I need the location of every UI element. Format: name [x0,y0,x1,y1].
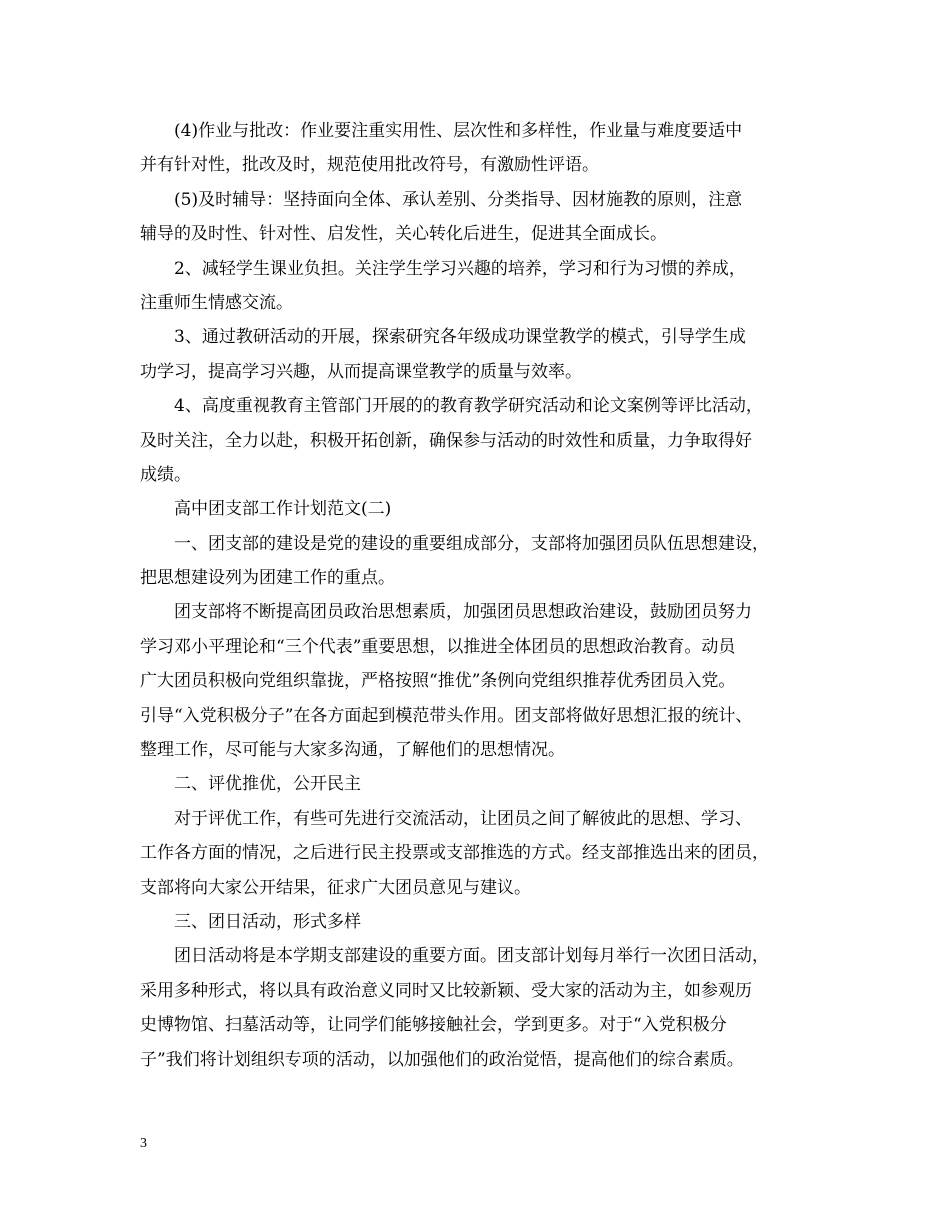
paragraph-line: 采用多种形式，将以具有政治意义同时又比较新颖、受大家的活动为主，如参观历 [140,980,752,1001]
paragraph-line: 引导“入党积极分子”在各方面起到模范带头作用。团支部将做好思想汇报的统计、 [140,705,753,726]
document-body [140,114,830,1077]
paragraph-line: 整理工作，尽可能与大家多沟通，了解他们的思想情况。 [140,740,565,761]
paragraph-line: 4、高度重视教育主管部门开展的的教育教学研究活动和论文案例等评比活动， [174,396,763,417]
section-heading: 二、评优推优，公开民主 [174,774,361,795]
paragraph-line: 3、通过教研活动的开展，探索研究各年级成功课堂教学的模式，引导学生成 [174,327,746,348]
paragraph-line: 功学习，提高学习兴趣，从而提高课堂教学的质量与效率。 [140,361,582,382]
paragraph-line: 成绩。 [140,464,191,485]
paragraph-line: 支部将向大家公开结果，征求广大团员意见与建议。 [140,877,531,898]
paragraph-line: 广大团员积极向党组织靠拢，严格按照“推优”条例向党组织推荐优秀团员入党。 [140,671,736,692]
paragraph-line: 一、团支部的建设是党的建设的重要组成部分，支部将加强团员队伍思想建设， [174,533,769,554]
paragraph-line: 并有针对性，批改及时，规范使用批改符号，有激励性评语。 [140,155,599,176]
paragraph-line: 工作各方面的情况，之后进行民主投票或支部推选的方式。经支部推选出来的团员， [140,843,769,864]
paragraph-line: 学习邓小平理论和“三个代表”重要思想，以推进全体团员的思想政治教育。动员 [140,636,736,657]
paragraph-line: 把思想建设列为团建工作的重点。 [140,568,395,589]
paragraph-line: 团支部将不断提高团员政治思想素质，加强团员思想政治建设，鼓励团员努力 [174,602,752,623]
section-heading: 三、团日活动，形式多样 [174,911,361,932]
paragraph-line: 团日活动将是本学期支部建设的重要方面。团支部计划每月举行一次团日活动， [174,946,769,967]
page-number: 3 [140,1136,147,1151]
paragraph-line: 子”我们将计划组织专项的活动，以加强他们的政治觉悟，提高他们的综合素质。 [140,1049,744,1070]
paragraph-line: (5)及时辅导：坚持面向全体、承认差别、分类指导、因材施教的原则，注意 [174,189,743,210]
paragraph-line: 辅导的及时性、针对性、启发性，关心转化后进生，促进其全面成长。 [140,224,667,245]
section-heading: 高中团支部工作计划范文(二) [174,499,392,520]
paragraph-line: 2、减轻学生课业负担。关注学生学习兴趣的培养，学习和行为习惯的养成， [174,258,746,279]
paragraph-line: 对于评优工作，有些可先进行交流活动，让团员之间了解彼此的思想、学习、 [174,808,752,829]
paragraph-line: 注重师生情感交流。 [140,292,293,313]
paragraph-line: 史博物馆、扫墓活动等，让同学们能够接触社会，学到更多。对于“入党积极分 [140,1015,727,1036]
paragraph-line: (4)作业与批改：作业要注重实用性、层次性和多样性，作业量与难度要适中 [174,121,743,141]
paragraph-line: 及时关注，全力以赴，积极开拓创新，确保参与活动的时效性和质量，力争取得好 [140,430,752,451]
